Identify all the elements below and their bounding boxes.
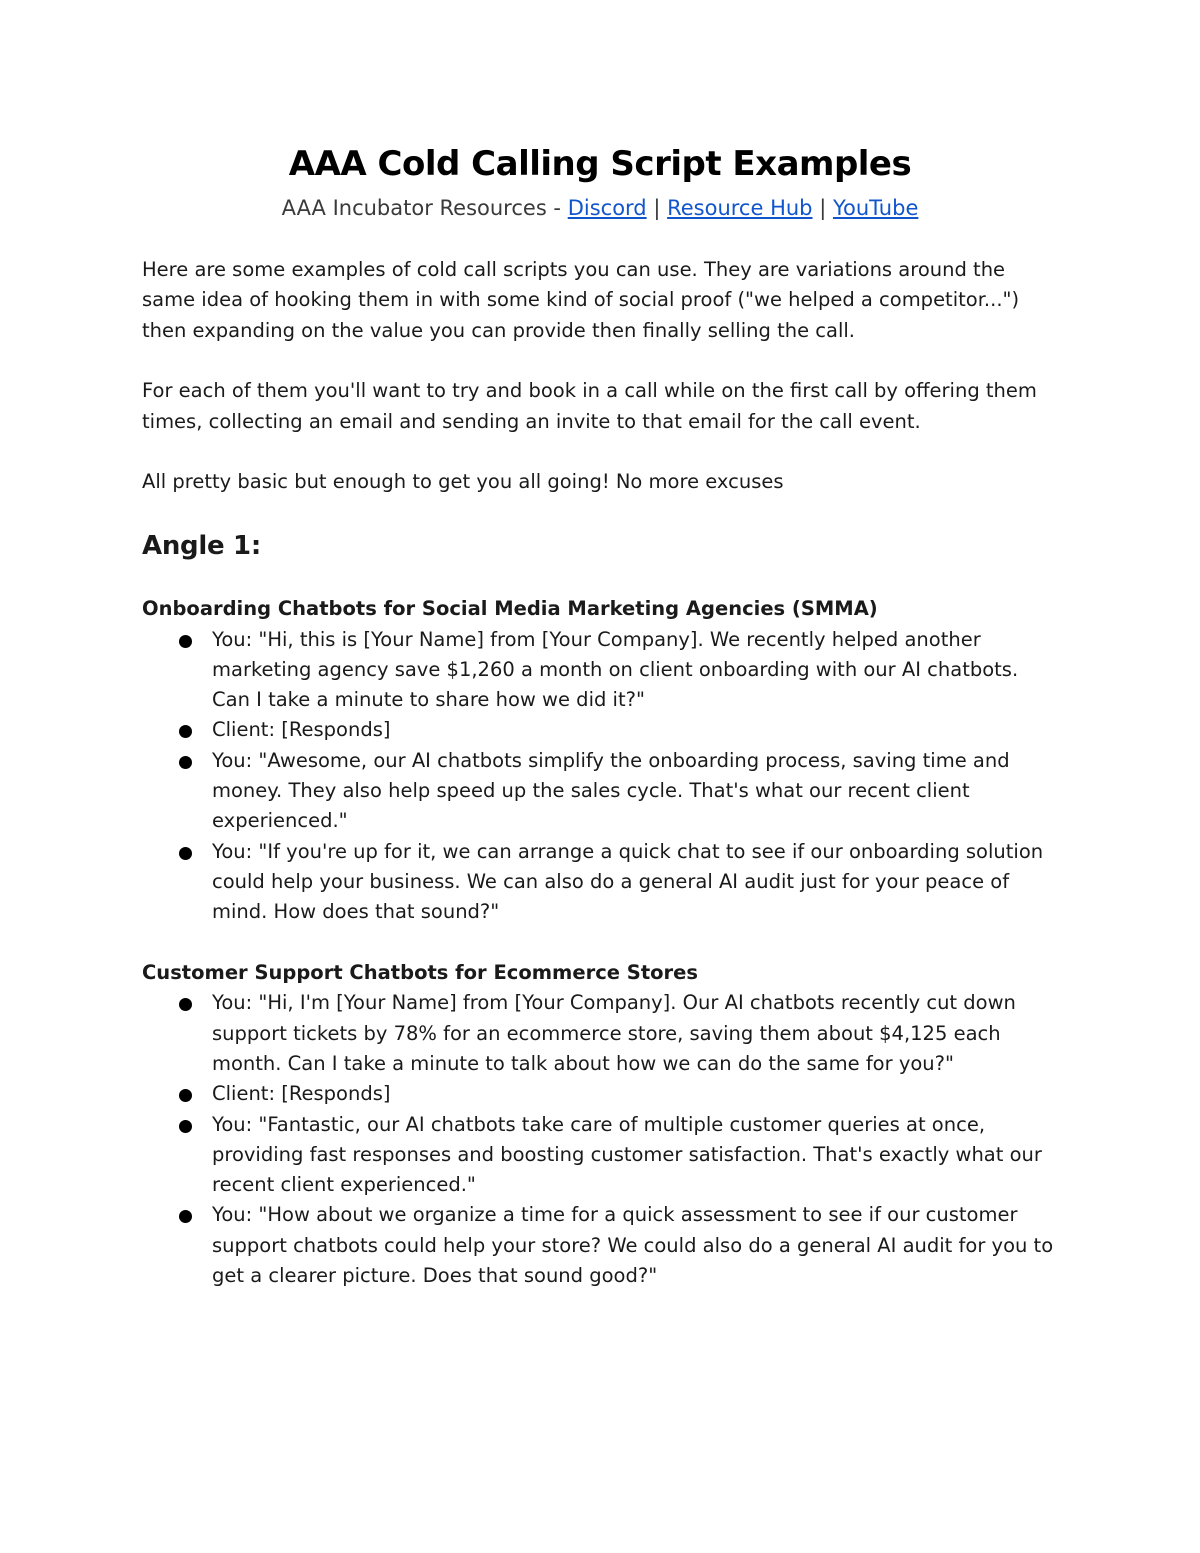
list-item: [142, 746, 1062, 837]
document-title: AAA Cold Calling Script Examples: [288, 144, 912, 184]
list-item: [142, 1110, 1062, 1201]
bullet-icon: [179, 998, 192, 1011]
discord-link[interactable]: Discord: [567, 196, 647, 220]
document-body: [142, 255, 1062, 1322]
document-subtitle: [0, 192, 1200, 224]
intro-paragraph: Here are some examples of cold call scripts you can use. They are variations around the same idea of hooking them in with some kind of social proof ("we helped a competitor...") then expanding on the value you can provide then finally selling the call.: [142, 258, 1020, 342]
list-item: [142, 837, 1062, 928]
bullet-icon: [179, 725, 192, 738]
script-line: Client: [Responds]: [212, 1082, 391, 1106]
angle-heading: Angle 1:: [142, 531, 261, 562]
subtitle-separator: |: [819, 196, 827, 220]
bullet-icon: [179, 756, 192, 769]
bullet-icon: [179, 847, 192, 860]
list-item: [142, 1200, 1062, 1291]
script-line: You: "How about we organize a time for a quick assessment to see if our customer support chatbots could help your store? We could also do a general AI audit for you to get a clearer picture. Does that sound good?": [212, 1203, 1054, 1288]
script-line: You: "Hi, I'm [Your Name] from [Your Company]. Our AI chatbots recently cut down support tickets by 78% for an ecommerce store, saving them about $4,125 each month. Can I take a minute to talk about how we can do the same for you?": [212, 991, 1016, 1075]
script-line: You: "Awesome, our AI chatbots simplify the onboarding process, saving time and money. They also help speed up the sales cycle. That's what our recent client experienced.": [212, 748, 1010, 833]
script-list: [142, 988, 1062, 1291]
list-item: [142, 625, 1062, 716]
youtube-link[interactable]: YouTube: [832, 196, 919, 220]
bullet-icon: [179, 1089, 192, 1102]
resource-hub-link[interactable]: Resource Hub: [667, 196, 813, 220]
section-heading: Onboarding Chatbots for Social Media Marketing Agencies (SMMA): [142, 597, 878, 621]
intro-paragraph: For each of them you'll want to try and book in a call while on the first call by offering them times, collecting an email and sending an invite to that email for the call event.: [142, 379, 1037, 433]
bullet-icon: [179, 635, 192, 648]
subtitle-prefix: AAA Incubator Resources -: [281, 196, 568, 220]
list-item: [142, 988, 1062, 1079]
script-line: You: "Fantastic, our AI chatbots take care of multiple customer queries at once, providing fast responses and boosting customer satisfaction. That's exactly what our recent client experienced.": [212, 1112, 1042, 1197]
script-line: Client: [Responds]: [212, 718, 391, 742]
list-item: [142, 715, 1062, 745]
bullet-icon: [179, 1210, 192, 1223]
script-line: You: "If you're up for it, we can arrange a quick chat to see if our onboarding solution could help your business. We can also do a general AI audit just for your peace of mind. How does that sound?": [212, 839, 1044, 924]
script-line: You: "Hi, this is [Your Name] from [Your Company]. We recently helped another marketing agency save $1,260 a month on client onboarding with our AI chatbots. Can I take a minute to share how we did it?": [212, 627, 1019, 712]
intro-paragraph: All pretty basic but enough to get you all going! No more excuses: [142, 470, 784, 494]
bullet-icon: [179, 1120, 192, 1133]
script-list: [142, 625, 1062, 928]
section-heading: Customer Support Chatbots for Ecommerce Stores: [142, 961, 699, 985]
list-item: [142, 1079, 1062, 1109]
subtitle-separator: |: [653, 196, 661, 220]
